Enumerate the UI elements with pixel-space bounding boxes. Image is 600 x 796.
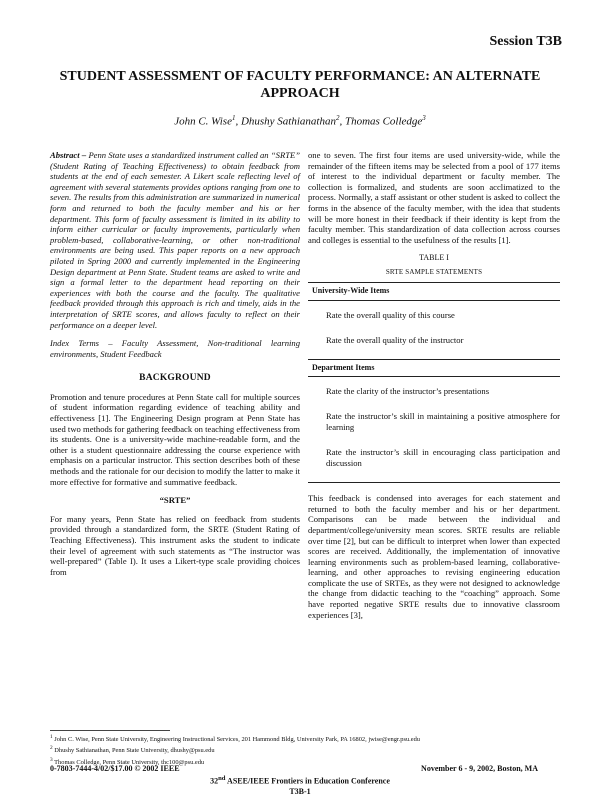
author-mark: 1: [231, 114, 236, 122]
table-item: Rate the overall quality of this course: [326, 309, 455, 320]
abstract-label: Abstract –: [50, 150, 87, 160]
table-item: Rate the overall quality of the instructor: [326, 334, 464, 345]
table-item: Rate the clarity of the instructor’s presentations: [326, 386, 490, 397]
index-terms: Index Terms – Faculty Assessment, Non-traditional learning environments, Student Feedback: [50, 338, 300, 359]
left-column: [50, 150, 300, 585]
footer-isbn: 0-7803-7444-4/02/$17.00 © 2002 IEEE: [50, 764, 180, 773]
table-subcaption: SRTE SAMPLE STATEMENTS: [385, 268, 483, 277]
author-line: John C. Wise$^1$, Dhushy Sathianathan$^2$, Thomas Colledge$^3$: [174, 114, 426, 128]
footnote-mark: 3: [50, 756, 53, 763]
table-item: Rate the instructor’s skill in encouraging class participation and discussion: [326, 447, 560, 469]
abstract: [50, 150, 300, 330]
conference-ordinal: nd: [218, 775, 226, 782]
footnote-mark: 2: [50, 745, 53, 752]
conference-number: 32: [210, 776, 219, 786]
section-heading-background: BACKGROUND: [139, 373, 211, 384]
footnotes: [50, 733, 560, 767]
paper-title: STUDENT ASSESSMENT OF FACULTY PERFORMANCE: AN ALTERNATE APPROACH: [59, 69, 541, 101]
table-group-header: Department Items: [308, 359, 560, 377]
page-number: T3B-1: [289, 787, 311, 796]
author-name: Thomas Colledge: [344, 115, 423, 128]
footnote: [50, 744, 560, 755]
conference-name: ASEE/IEEE Frontiers in Education Conference: [225, 776, 390, 786]
table-divider: [308, 474, 560, 483]
session-label: Session T3B: [489, 34, 562, 49]
right-paragraph-2: This feedback is condensed into averages for each statement and returned to both the faculty member and his or her department. Comparisons can be made between the individual and department/college/university mean scores. SRTE results are reliable over time [2], but can be difficult to interpret when lower than expected scores are received. Additionally, the implementation of innovative learning environments such as problem-based learning, collaborative-learning, and other approaches to revising engineering education complicate the use of SRTEs, as they were not designed to acknowledge the change from didactic teaching to the “coaching” approach. Some have reported negative SRTE results due to innovative classroom experiences [3],: [308, 493, 560, 620]
table-caption: TABLE I: [419, 253, 449, 263]
background-paragraph: Promotion and tenure procedures at Penn State call for multiple sources of student information regarding evidence of teaching ability and effectiveness [1]. The Engineering Design program at Penn State has used two methods for gathering feedback on teaching effectiveness from its students. One is a university-wide machine-readable form, and the other is a student questionnaire addressing the course experience with emphasis on a particular instructor. This section describes both of these methods and the rationale for our decision to modify the latter to make it more effective for formative and summative feedback.: [50, 391, 300, 487]
footnote-text: Dhushy Sathianathan, Penn State University, dhushy@psu.edu: [54, 747, 215, 755]
table-group-header: University-Wide Items: [308, 282, 560, 300]
footnote-mark: 1: [50, 734, 53, 740]
abstract-text: Penn State uses a standardized instrument called an “SRTE” (Student Rating of Teaching Effectiveness) to obtain feedback from students at the end of each semester. A Likert scale reflecting level of agreement with several statements provides options ranging from one to seven. The results from this administration are summarized in numerical form and returned to both the faculty member and his or her department. This form of faculty assessment is limited in its ability to inform either curricular or faculty improvements, particularly when problem-based, collaborative-learning, or other non-traditional environments are being used. This paper reports on a new approach piloted in Spring 2000 and currently implemented in the Engineering Design department at Penn State. Student teams are asked to write and sign a formal letter to the department head reporting on their experiences with both the course and the faculty. The qualitative feedback provided through this approach is rich and timely, aids in the interpretation of SRTE scores, and allows faculty to reflect on their performance on a deeper level.: [50, 150, 300, 330]
author-name: John C. Wise: [174, 115, 232, 128]
table-item: Rate the instructor’s skill in maintaining a positive atmosphere for learning: [326, 411, 560, 433]
table-divider: [308, 351, 560, 360]
footnote-rule: [50, 730, 170, 731]
footnote-text: John C. Wise, Penn State University, Engineering Instructional Services, 201 Hammond Bldg, University Park, PA 16802, jwise@engr.psu.edu: [54, 736, 420, 744]
footnote: [50, 733, 560, 744]
srte-paragraph: For many years, Penn State has relied on feedback from students provided through a standardized form, the SRTE (Student Rating of Teaching Effectiveness). This instrument asks the student to indicate their level of agreement with such statements as “The instructor was well-prepared” (Table I). It uses a Likert-type scale providing choices from: [50, 513, 300, 577]
author-mark: 2: [335, 114, 340, 122]
author-mark: 3: [422, 114, 426, 122]
footer-date-location: November 6 - 9, 2002, Boston, MA: [421, 764, 538, 773]
right-column: [308, 150, 560, 628]
footer-conference: [0, 775, 600, 786]
footnote-text: Thomas Colledge, Penn State University, thc100@psu.edu: [54, 758, 205, 766]
author-name: Dhushy Sathianathan: [240, 115, 336, 128]
right-paragraph-1: one to seven. The first four items are used university-wide, while the remainder of the fifteen items may be selected from a pool of 177 items of interest to the individual department or faculty member. The collection is formalized, and students are soon acclimatized to the process. Normally, a staff assistant or other student is asked to collect the forms in the absence of the faculty member, with the idea that students will be more honest in their feedback if their identity is kept from the faculty member. This standardization of data collection across courses and colleges is essential to the usefulness of the results [1].: [308, 150, 560, 245]
srte-table: [308, 282, 560, 483]
section-heading-srte: “SRTE”: [159, 495, 191, 506]
